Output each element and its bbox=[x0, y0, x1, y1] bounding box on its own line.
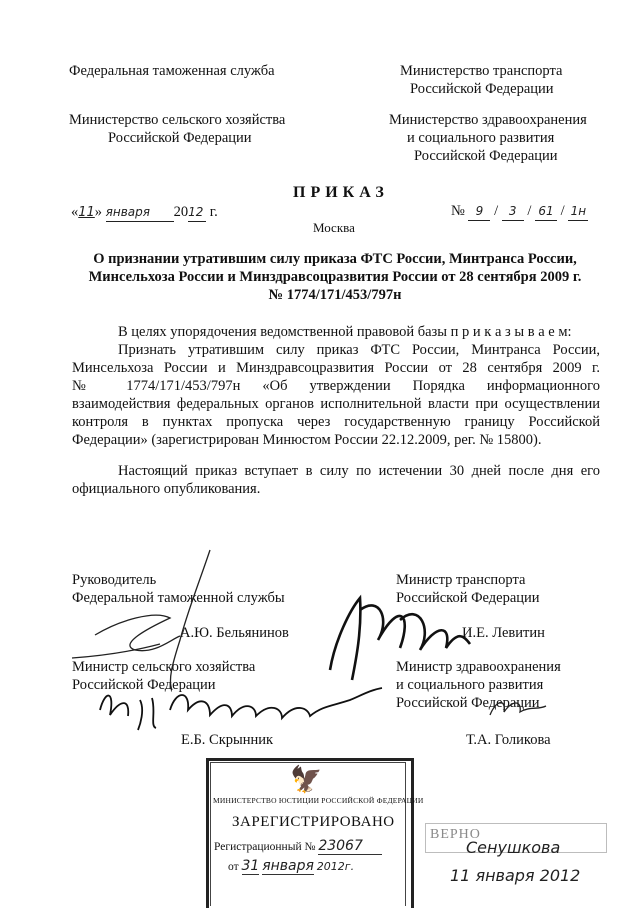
body-p2-line-3: № 1774/171/453/797н «Об утверждении Порядка информационного bbox=[72, 378, 600, 394]
date-close-quote: » bbox=[94, 204, 103, 220]
order-title: ПРИКАЗ bbox=[293, 184, 389, 201]
heading-line-2: Минсельхоза России и Минздравсоцразвития России от 28 сентября 2009 г. bbox=[88, 269, 582, 285]
date-month: января bbox=[106, 203, 174, 222]
sig2-title-line2: Российской Федерации bbox=[396, 590, 540, 606]
ministry-health-line2: и социального развития bbox=[407, 130, 555, 146]
number-label: № bbox=[451, 203, 465, 219]
verno-stamp-name: Сенушкова bbox=[466, 838, 561, 857]
city: Москва bbox=[313, 220, 355, 235]
body-p2-line-4: взаимодействия федеральных органов исполнительной власти при осуществлении bbox=[72, 396, 600, 412]
sig1-title-line1: Руководитель bbox=[72, 572, 157, 588]
sig1-name: А.Ю. Бельянинов bbox=[180, 625, 289, 641]
number-part-2: 3 bbox=[502, 202, 524, 221]
sig1-title-line2: Федеральной таможенной службы bbox=[72, 590, 285, 606]
stamp-date-year: 2012г. bbox=[316, 860, 355, 873]
handwritten-signatures bbox=[60, 540, 600, 750]
date-day: 11 bbox=[78, 205, 95, 220]
stamp-ministry-name: МИНИСТЕРСТВО ЮСТИЦИИ РОССИЙСКОЙ ФЕДЕРАЦИИ bbox=[213, 796, 424, 805]
sig4-title-line3: Российской Федерации bbox=[396, 695, 540, 711]
sig4-name: Т.А. Голикова bbox=[466, 732, 551, 748]
stamp-registered-label: ЗАРЕГИСТРИРОВАНО bbox=[232, 814, 395, 830]
order-date bbox=[71, 203, 218, 222]
sig4-title-line2: и социального развития bbox=[396, 677, 544, 693]
verno-stamp-label: ВЕРНО bbox=[430, 827, 481, 842]
body-p2-line-2: Минсельхоза России и Минздравсоцразвития России от 28 сентября 2009 г. bbox=[72, 360, 600, 376]
order-body bbox=[72, 323, 600, 449]
sig2-title-line1: Министр транспорта bbox=[396, 572, 526, 588]
sig3-name: Е.Б. Скрынник bbox=[181, 732, 274, 748]
ministry-health-line1: Министерство здравоохранения bbox=[389, 112, 587, 128]
date-year-suffix: 12 bbox=[188, 203, 206, 222]
eagle-emblem-icon: 🦅 bbox=[290, 765, 323, 794]
stamp-registration-number bbox=[214, 838, 382, 855]
ministry-customs: Федеральная таможенная служба bbox=[69, 63, 275, 79]
date-open-quote: « bbox=[71, 204, 79, 220]
stamp-date-prefix: от bbox=[228, 861, 239, 873]
body-p2-line-5: контроля в пунктах пропуска через государственную границу Российской bbox=[72, 414, 600, 430]
sig4-title-line1: Министр здравоохранения bbox=[396, 659, 561, 675]
body-p2-line-6: Федерации» (зарегистрирован Минюстом России 22.12.2009, рег. № 15800). bbox=[72, 432, 542, 448]
ministry-transport-line2: Российской Федерации bbox=[410, 81, 554, 97]
heading-line-1: О признании утратившим силу приказа ФТС России, Минтранса России, bbox=[93, 251, 577, 267]
stamp-registration-date bbox=[228, 858, 354, 874]
stamp-date-day: 31 bbox=[241, 858, 260, 874]
ministry-agriculture-line2: Российской Федерации bbox=[108, 130, 252, 146]
order-body-final bbox=[72, 462, 600, 498]
stamp-date-month: января bbox=[262, 858, 314, 874]
number-part-1: 9 bbox=[468, 202, 490, 221]
verno-stamp-date: 11 января 2012 bbox=[450, 866, 581, 885]
stamp-reg-label: Регистрационный № bbox=[214, 841, 316, 853]
sig3-title-line2: Российской Федерации bbox=[72, 677, 216, 693]
ministry-transport-line1: Министерство транспорта bbox=[400, 63, 563, 79]
date-suffix: г. bbox=[209, 204, 218, 220]
sig3-title-line1: Министр сельского хозяйства bbox=[72, 659, 256, 675]
body-paragraph-1: В целях упорядочения ведомственной правовой базы п р и к а з ы в а е м: bbox=[118, 324, 572, 340]
body-p3-line-2: официального опубликования. bbox=[72, 481, 261, 497]
ministry-agriculture-line1: Министерство сельского хозяйства bbox=[69, 112, 286, 128]
body-p3-line-1: Настоящий приказ вступает в силу по истечении 30 дней после дня его bbox=[118, 463, 600, 479]
number-part-4: 1н bbox=[568, 202, 588, 221]
sig2-name: И.Е. Левитин bbox=[462, 625, 545, 641]
body-p2-line-1: Признать утратившим силу приказ ФТС России, Минтранса России, bbox=[118, 342, 600, 358]
ministry-health-line3: Российской Федерации bbox=[414, 148, 558, 164]
stamp-reg-number: 23067 bbox=[318, 838, 382, 855]
heading-line-3: № 1774/171/453/797н bbox=[268, 287, 402, 303]
number-part-3: 61 bbox=[535, 202, 557, 221]
order-heading bbox=[60, 250, 610, 304]
date-year-prefix: 20 bbox=[173, 204, 189, 220]
order-number: № 9 / 3 / 61 / 1н bbox=[451, 202, 588, 221]
